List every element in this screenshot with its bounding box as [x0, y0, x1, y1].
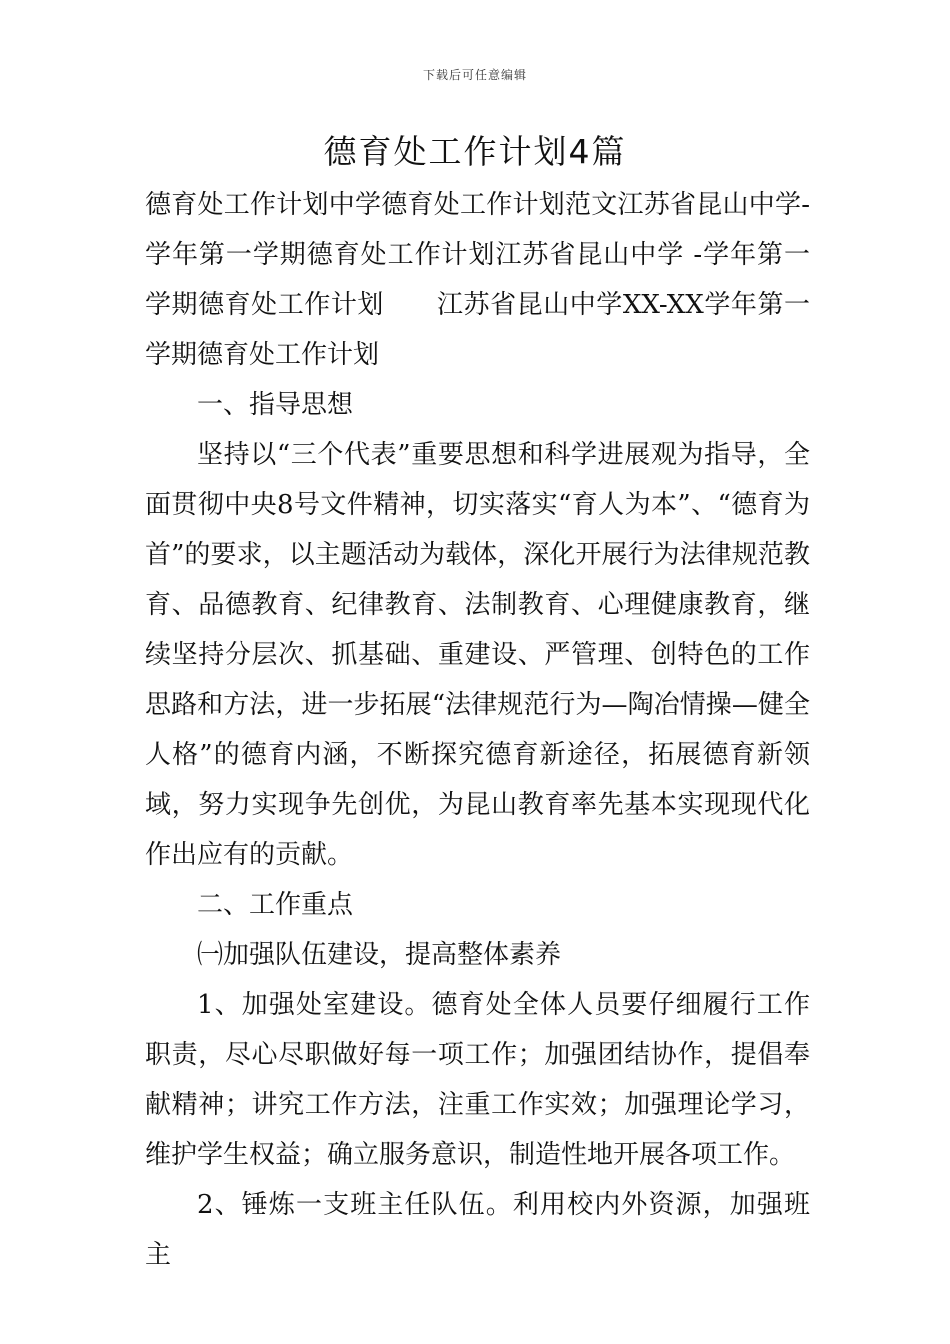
document-title: 德育处工作计划4篇	[323, 132, 627, 171]
header-note: 下载后可任意编辑	[422, 68, 527, 82]
item-1-paragraph: 1、加强处室建设。德育处全体人员要仔细履行工作职责，尽心尽职做好每一项工作；加强团结协作，提倡奉献精神；讲究工作方法，注重工作实效；加强理论学习，维护学生权益；确立服务意识，制造性地开展各项工作。	[145, 990, 810, 1170]
guiding-thought-paragraph: 坚持以“三个代表”重要思想和科学进展观为指导，全面贯彻中央8号文件精神，切实落实“育人为本”、“德育为首”的要求，以主题活动为载体，深化开展行为法律规范教育、品德教育、纪律教育、法制教育、心理健康教育，继续坚持分层次、抓基础、重建设、严管理、创特色的工作思路和方法，进一步拓展“法律规范行为—陶冶情操—健全人格”的德育内涵，不断探究德育新途径，拓展德育新领域，努力实现争先创优，为昆山教育率先基本实现现代化作出应有的贡献。	[145, 440, 810, 870]
subsection-heading-team-building: ㈠加强队伍建设，提高整体素养	[197, 940, 562, 970]
document-body	[145, 180, 810, 1280]
section-heading-guiding-thought: 一、指导思想	[197, 390, 354, 420]
section-heading-work-focus: 二、工作重点	[197, 890, 354, 920]
item-2-paragraph: 2、锤炼一支班主任队伍。利用校内外资源，加强班主	[145, 1190, 810, 1270]
intro-paragraph: 德育处工作计划中学德育处工作计划范文江苏省昆山中学-学年第一学期德育处工作计划江苏省昆山中学 -学年第一学期德育处工作计划 江苏省昆山中学XX-XX学年第一学期德育处工作计划	[145, 190, 810, 370]
